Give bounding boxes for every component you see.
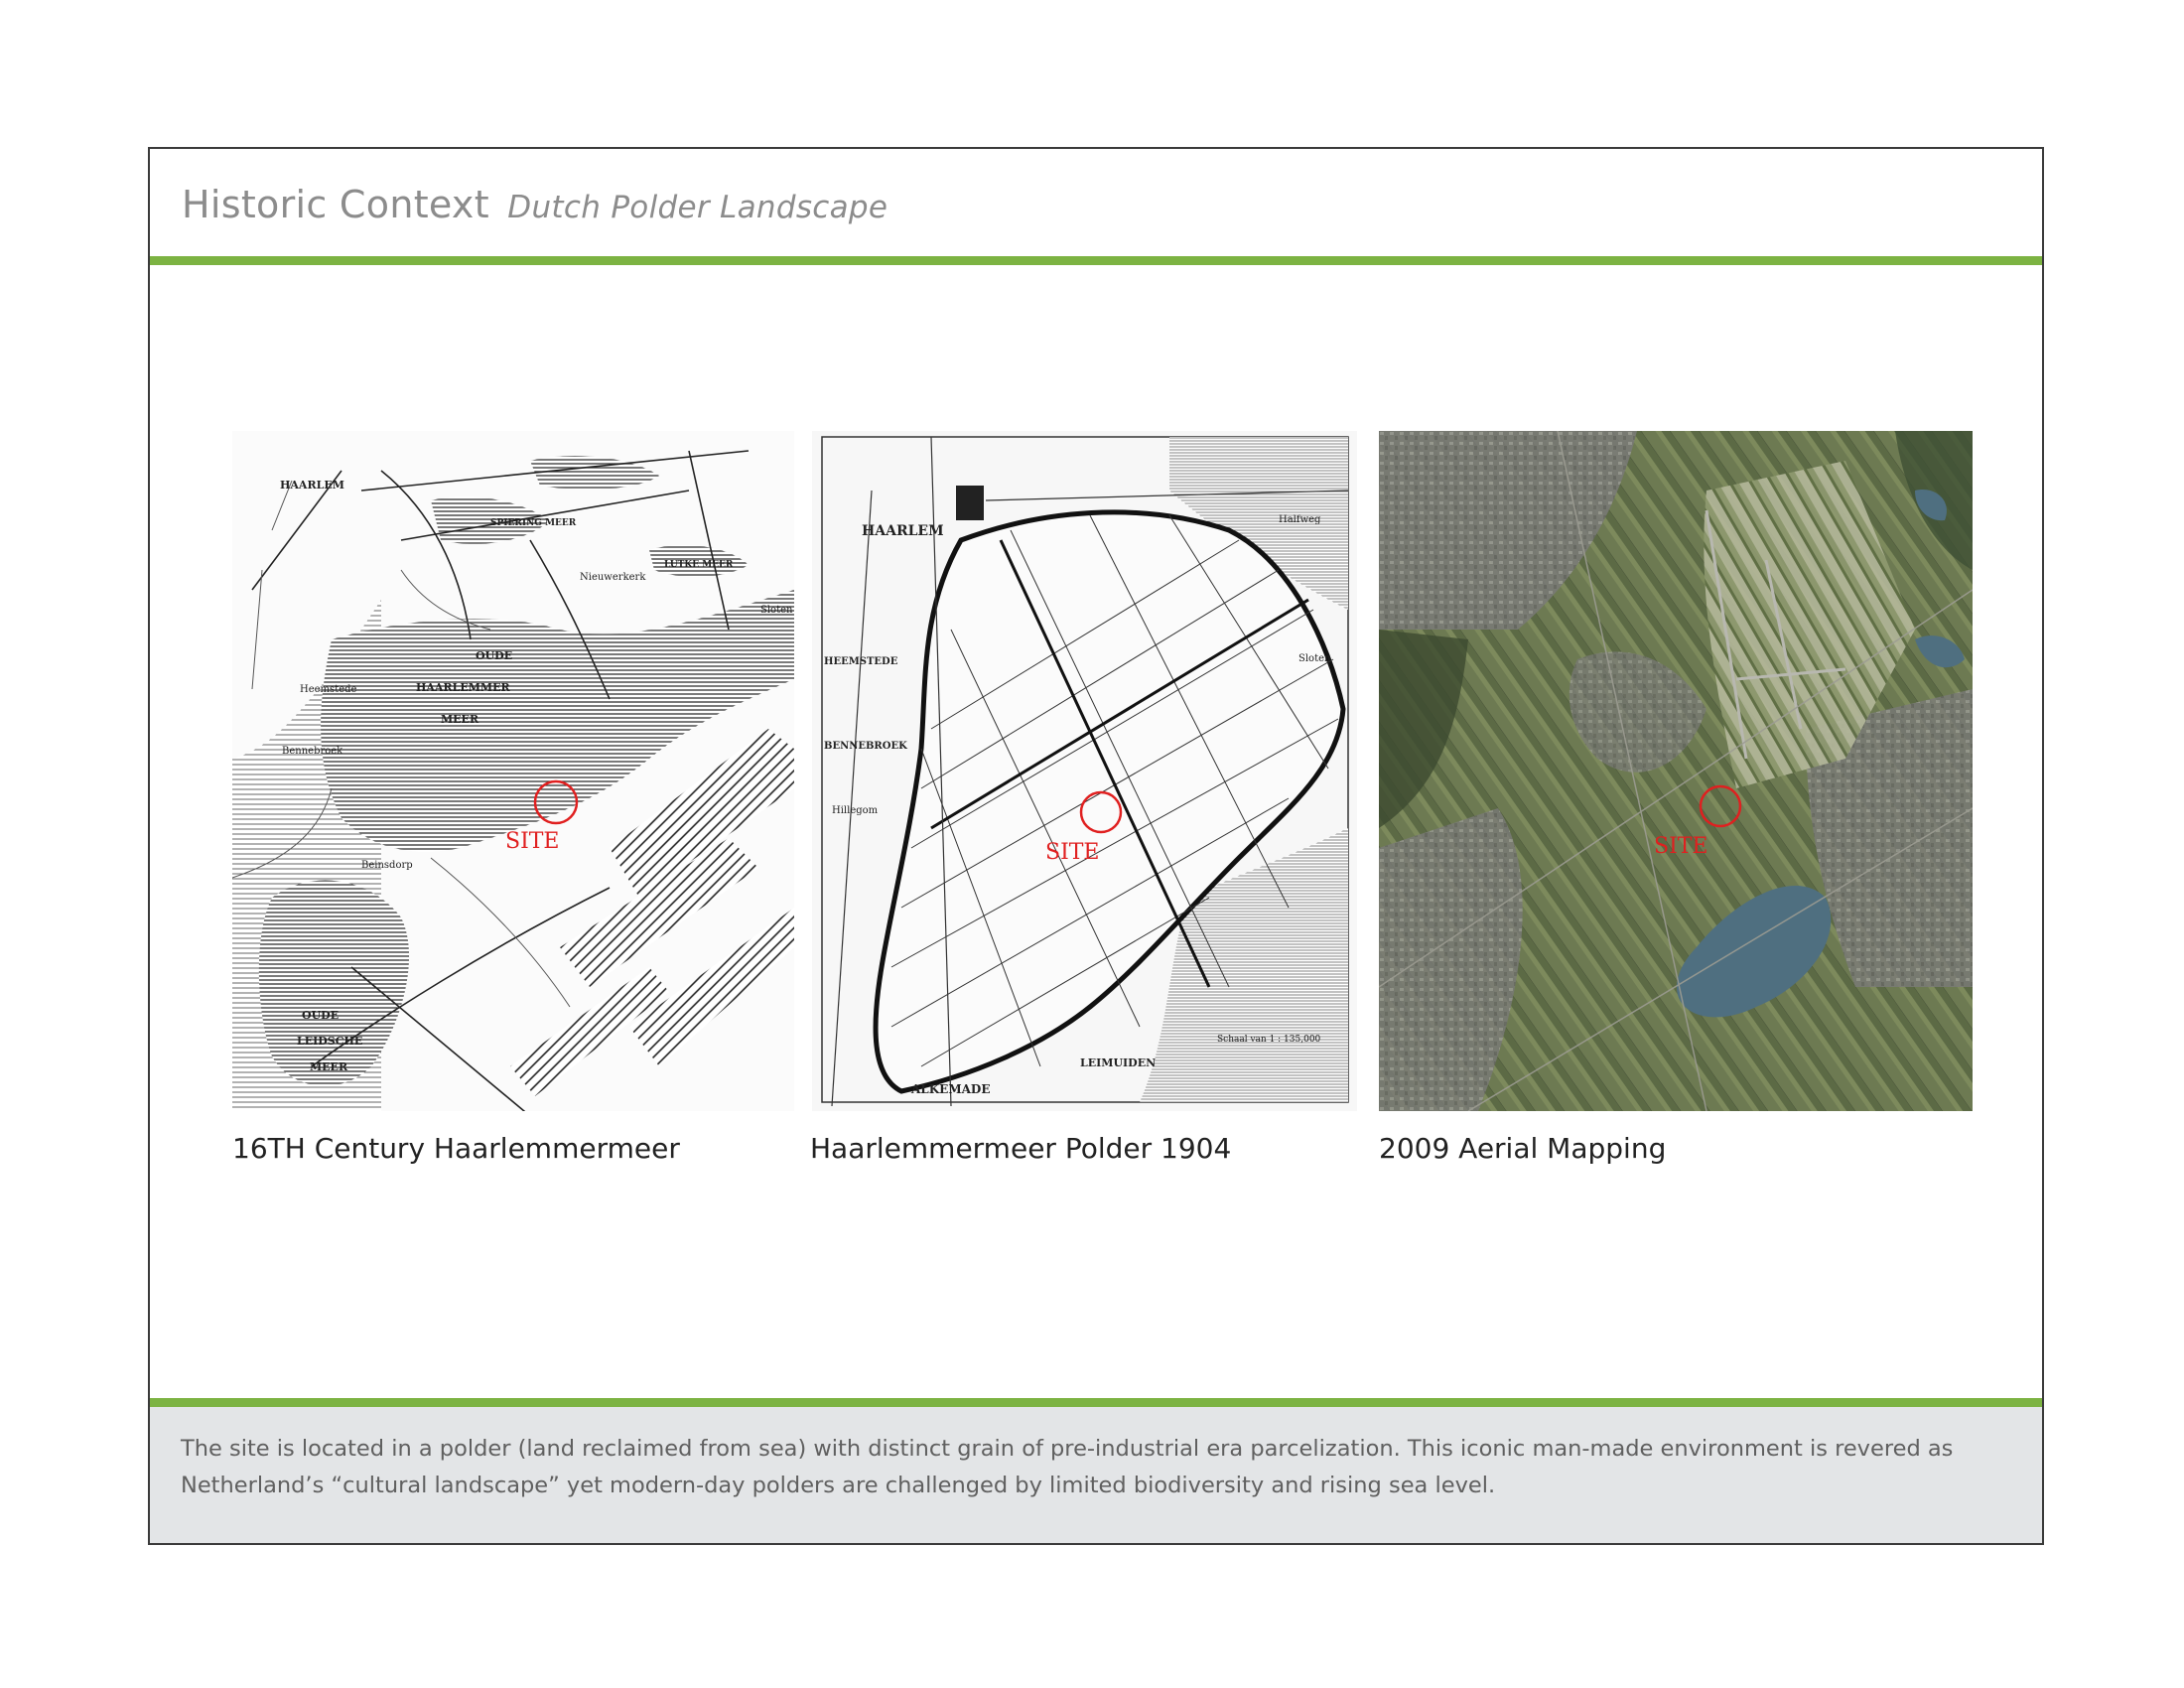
map1-label-lake4: OUDE [302,1009,340,1022]
page-title [182,183,887,226]
map-1904-polder [812,431,1357,1111]
caption-1904-polder: Haarlemmermeer Polder 1904 [810,1132,1232,1165]
map2-label-city: HAARLEM [862,523,944,539]
map1-label-lake8: LUTKE MEER [664,560,734,570]
map1-label-lake1: OUDE [476,649,513,662]
map-2009-aerial-photo [1379,431,1973,1111]
map2-label-region4: LEIMUIDEN [1080,1056,1157,1069]
title-subtitle: Dutch Polder Landscape [507,190,888,225]
map1-label-lake6: MEER [310,1060,348,1073]
map1-label-lake5: LEIDSCHE [297,1035,363,1048]
footer-divider [150,1398,2042,1407]
map2-label-town1: Hillegom [832,805,879,816]
map-2009-aerial [1379,431,1973,1111]
footer-text: The site is located in a polder (land reclaimed from sea) with distinct grain of pre-industrial era parcelization. This iconic man-made environment is revered as Netherland’s “cultural landscape” yet modern-day polders are challenged by limited biodiversity and rising sea level. [181,1436,1954,1498]
site-marker-label: SITE [505,829,560,854]
page-sheet [148,147,2044,1545]
caption-2009-aerial: 2009 Aerial Mapping [1379,1132,1667,1165]
map1-label-lake3: MEER [441,713,479,726]
header-divider [150,256,2042,265]
map2-label-region1: HEEMSTEDE [824,656,898,667]
map1-label-lake7: SPIERING MEER [490,518,577,528]
map1-label-town2: Heemstede [300,684,357,695]
site-marker-label: SITE [1654,834,1708,859]
map1-label-town1: Bennebroek [282,746,343,757]
map2-label-region3: ALKEMADE [911,1082,991,1096]
map2-label-town3: Halfweg [1279,514,1321,525]
map2-label-town2: Sloten [1298,653,1331,664]
map1-label-city: HAARLEM [280,479,344,492]
map-16th-century-drawing [232,431,794,1111]
map-1904-polder-drawing [812,431,1357,1111]
map2-label-legend: Schaal van 1 : 135,000 [1217,1035,1321,1045]
map1-label-lake2: HAARLEMMER [416,681,510,694]
map1-label-town5: Beinsdorp [361,860,413,871]
site-marker-label: SITE [1045,840,1100,865]
title-main: Historic Context [182,183,489,226]
map-16th-century [232,431,794,1111]
map1-label-town3: Sloten [760,605,793,616]
map2-label-region2: BENNEBROEK [824,741,907,752]
map1-label-town4: Nieuwerkerk [580,572,646,583]
page-header [150,149,2042,258]
caption-16th-century: 16TH Century Haarlemmermeer [232,1132,680,1165]
footer-description [150,1407,2042,1543]
